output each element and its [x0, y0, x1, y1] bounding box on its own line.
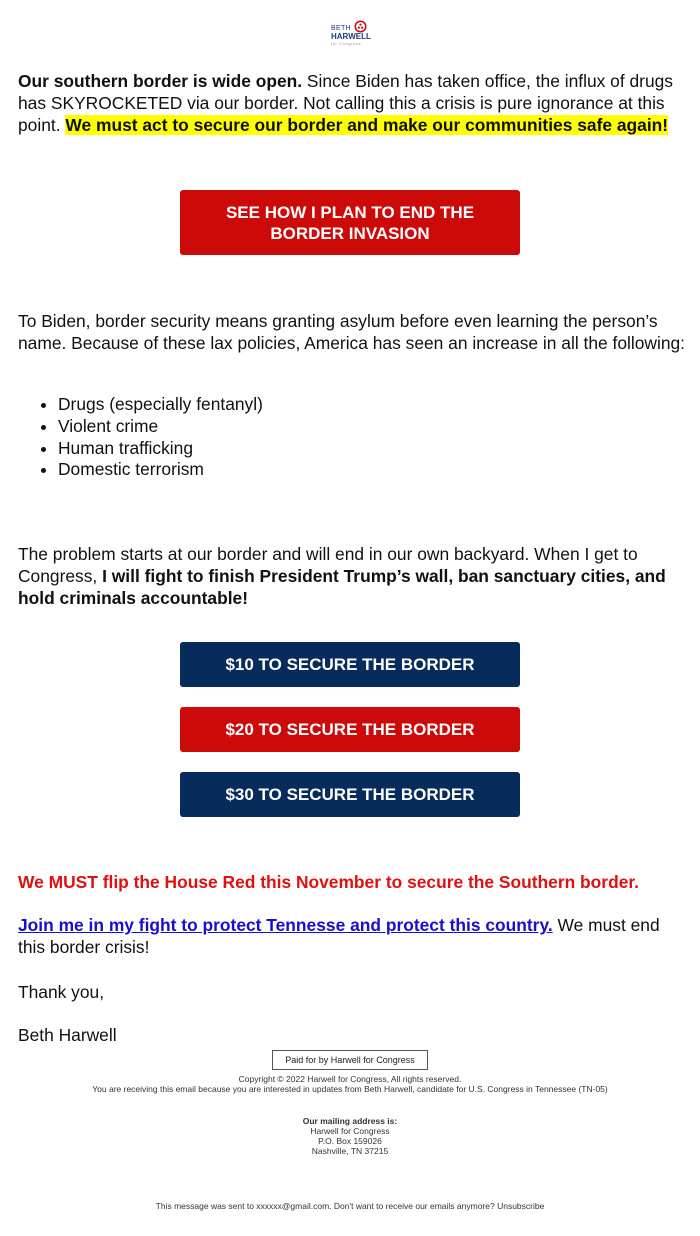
list-item: • Violent crime: [58, 416, 263, 438]
thanks-line: Thank you,: [18, 982, 105, 1002]
join-paragraph: [18, 915, 686, 959]
list-item: • Human trafficking: [58, 438, 263, 460]
signature: Beth Harwell: [18, 1025, 117, 1045]
end-invasion-button-line1: SEE HOW I PLAN TO END THE: [225, 202, 475, 222]
logo-first-name: BETH: [331, 25, 351, 32]
problem-text: The problem starts at our border and will end in our own backyard. When I get to Congress,: [18, 544, 638, 586]
donate-30-label: $30 TO SECURE THE BORDER: [225, 785, 475, 804]
mailing-address-title: Our mailing address is:: [302, 1116, 398, 1126]
asylum-paragraph: To Biden, border security means granting asylum before even learning the person’s name. Because of these lax policies, America has seen an increase in all the following:: [18, 311, 686, 353]
end-invasion-button-line2: BORDER INVASION: [270, 223, 430, 243]
problem-bold: I will fight to finish President Trump’s wall, ban sanctuary cities, and hold criminals accountable!: [18, 565, 666, 608]
intro-paragraph: [18, 71, 686, 136]
donate-20-label: $20 TO SECURE THE BORDER: [225, 720, 475, 739]
donate-30-button[interactable]: [180, 772, 520, 817]
intro-highlight: We must act to secure our border and make our communities safe again!: [65, 114, 669, 135]
unsubscribe-notice[interactable]: This message was sent to xxxxxx@gmail.com. Don't want to receive our emails anymore? Unsubscribe: [155, 1201, 545, 1211]
paid-for-box: Paid for by Harwell for Congress: [272, 1050, 428, 1070]
intro-bold-open: Our southern border is wide open.: [18, 71, 303, 91]
end-invasion-button[interactable]: [180, 190, 520, 255]
receiving-reason-text: You are receiving this email because you are interested in updates from Beth Harwell, candidate for U.S. Congress in Tennessee (TN-05): [92, 1084, 608, 1094]
logo-tagline: for Congress: [331, 41, 362, 46]
tennessee-stars-icon: [354, 20, 367, 33]
list-item: • Drugs (especially fentanyl): [58, 394, 263, 416]
flip-house-line: We MUST flip the House Red this November to secure the Southern border.: [18, 872, 640, 892]
join-text: We must end this border crisis!: [18, 915, 660, 957]
copyright-text: Copyright © 2022 Harwell for Congress, All rights reserved.: [238, 1074, 462, 1084]
join-fight-link[interactable]: Join me in my fight to protect Tennesse and protect this country.: [18, 915, 553, 935]
donate-20-button[interactable]: [180, 707, 520, 752]
donate-10-label: $10 TO SECURE THE BORDER: [225, 655, 475, 674]
logo-last-name: HARWELL: [331, 32, 371, 41]
intro-text: Since Biden has taken office, the influx of drugs has SKYROCKETED via our border. Not calling this a crisis is pure ignorance at this point.: [18, 71, 673, 135]
address-line: P.O. Box 159026: [318, 1136, 382, 1146]
increase-list: [18, 394, 263, 481]
list-item: • Domestic terrorism: [58, 459, 263, 481]
address-line: Nashville, TN 37215: [311, 1146, 389, 1156]
problem-paragraph: [18, 544, 686, 609]
campaign-logo: [325, 18, 375, 48]
donate-10-button[interactable]: [180, 642, 520, 687]
address-line: Harwell for Congress: [310, 1126, 390, 1136]
